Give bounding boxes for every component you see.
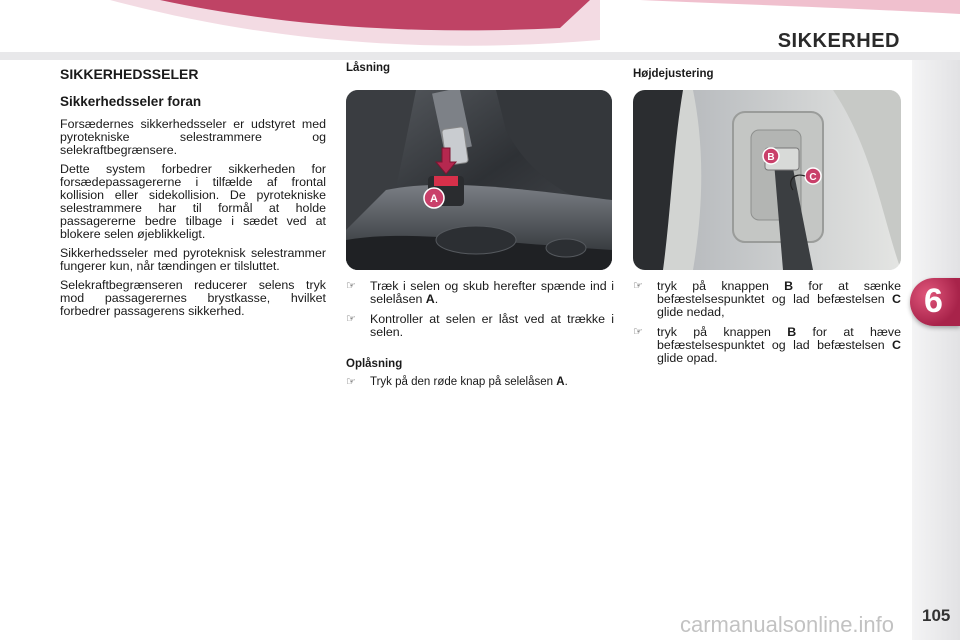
height-adjust-photo — [633, 90, 901, 270]
pointing-hand-icon: ☞ — [633, 326, 643, 338]
buckle-illustration — [346, 90, 612, 270]
paragraph: Selekraftbegrænseren reducerer selens tryk mod passagerernes brystkasse, hvilket forbedrer passagerens sikkerhed. — [60, 278, 326, 318]
photo-label-c: C — [809, 172, 817, 183]
list-item: ☞ Kontroller at selen er låst ved at trække i selen. — [346, 312, 614, 339]
list-item: ☞ tryk på knappen B for at sænke befæstelsespunktet og lad befæstelsen C glide nedad, — [633, 279, 901, 319]
buckle-photo — [346, 90, 612, 270]
locking-title: Låsning — [346, 62, 391, 74]
photo-label-b: B — [767, 152, 775, 163]
page-number: 105 — [922, 606, 951, 625]
list-item: ☞ tryk på knappen B for at hæve befæstelsespunktet og lad befæstelsen C glide opad. — [633, 325, 901, 365]
subsection-heading: Sikkerhedsseler foran — [60, 94, 202, 109]
pointing-hand-icon: ☞ — [346, 313, 356, 325]
chapter-number: 6 — [924, 282, 943, 320]
photo-label-a: A — [430, 193, 438, 205]
height-adjust-steps — [633, 280, 901, 372]
unlocking-steps — [346, 376, 614, 396]
intro-text — [60, 118, 326, 324]
pointing-hand-icon: ☞ — [633, 280, 643, 292]
side-margin-strip — [912, 60, 960, 640]
section-heading: SIKKERHEDSSELER — [60, 66, 199, 82]
watermark: carmanualsonline.info — [680, 612, 895, 637]
locking-steps — [346, 280, 614, 346]
height-adjust-illustration — [633, 90, 901, 270]
paragraph: Dette system forbedrer sikkerheden for forsædepassagererne i tilfælde af frontal kollision eller sidekollision. De pyrotekniske selestrammere har til formål at holde passagererne bedre tilbage i sædet ved at blokere selen øjeblikkeligt. — [60, 162, 326, 241]
section-title: SIKKERHED — [777, 30, 900, 52]
pointing-hand-icon: ☞ — [346, 376, 356, 388]
paragraph: Forsædernes sikkerhedsseler er udstyret med pyrotekniske selestrammere og selekraftbegrænsere. — [60, 117, 326, 157]
list-item: ☞ Tryk på den røde knap på selelåsen A. — [346, 376, 568, 388]
unlocking-title: Oplåsning — [346, 358, 403, 370]
paragraph: Sikkerhedsseler med pyroteknisk selestrammer fungerer kun, når tændingen er tilsluttet. — [60, 246, 326, 273]
list-item: ☞ Træk i selen og skub herefter spænde ind i selelåsen A. — [346, 279, 614, 306]
pointing-hand-icon: ☞ — [346, 280, 356, 292]
height-adjust-title: Højdejustering — [633, 68, 714, 80]
